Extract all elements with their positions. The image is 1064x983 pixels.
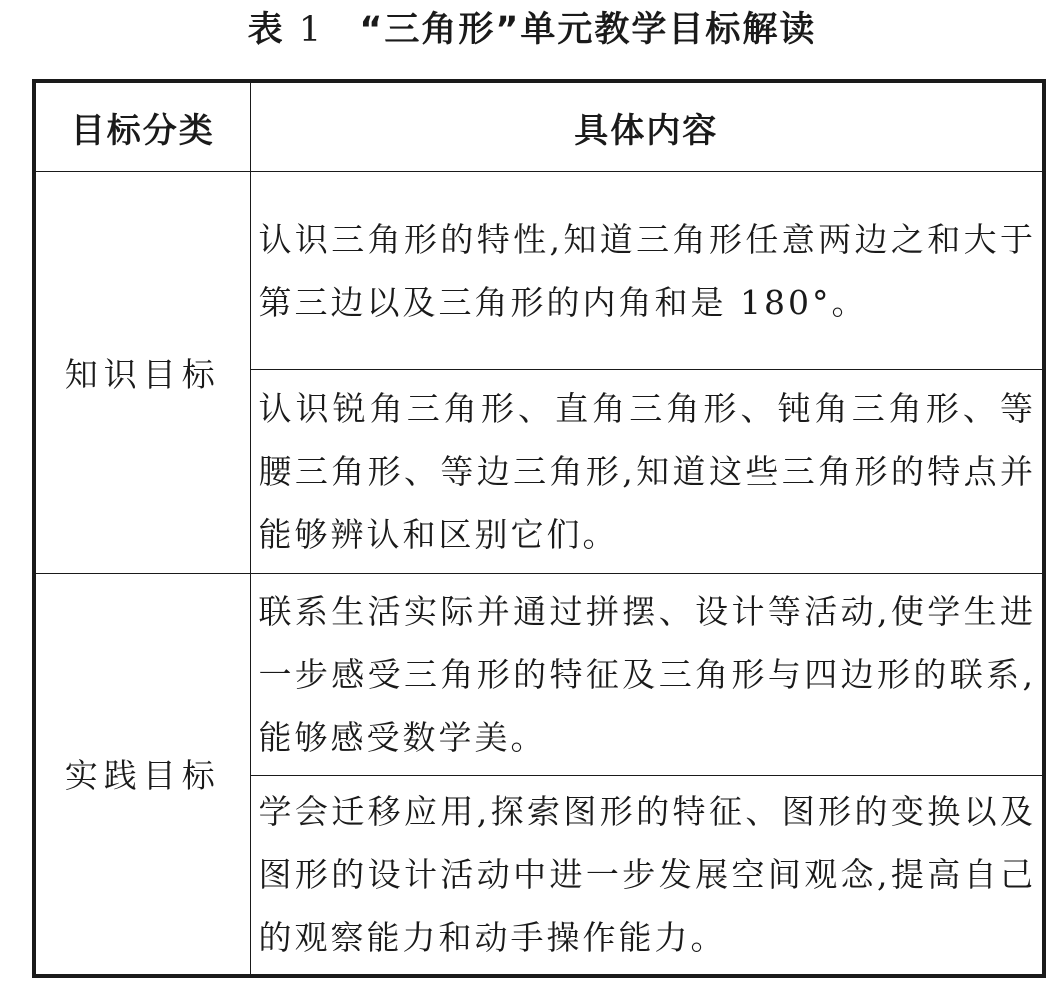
table-row	[34, 574, 1044, 776]
content-cell: 学会迁移应用,探索图形的特征、图形的变换以及图形的设计活动中进一步发展空间观念,提高自己的观察能力和动手操作能力。	[250, 776, 1044, 976]
category-practice: 实践目标	[34, 574, 250, 976]
caption-prefix: 表	[247, 10, 285, 50]
header-row	[34, 81, 1044, 172]
category-knowledge: 知识目标	[34, 172, 250, 574]
table-row	[34, 172, 1044, 370]
content-cell: 认识锐角三角形、直角三角形、钝角三角形、等腰三角形、等边三角形,知道这些三角形的特点并能够辨认和区别它们。	[250, 370, 1044, 574]
content-cell: 联系生活实际并通过拼摆、设计等活动,使学生进一步感受三角形的特征及三角形与四边形的联系,能够感受数学美。	[250, 574, 1044, 776]
caption-number: 1	[298, 10, 324, 50]
content-cell: 认识三角形的特性,知道三角形任意两边之和大于第三边以及三角形的内角和是 180°。	[250, 172, 1044, 370]
table-caption	[0, 2, 1064, 58]
caption-title: “三角形”单元教学目标解读	[359, 10, 817, 50]
header-content: 具体内容	[250, 81, 1044, 172]
header-category: 目标分类	[34, 81, 250, 172]
objectives-table	[32, 79, 1046, 978]
